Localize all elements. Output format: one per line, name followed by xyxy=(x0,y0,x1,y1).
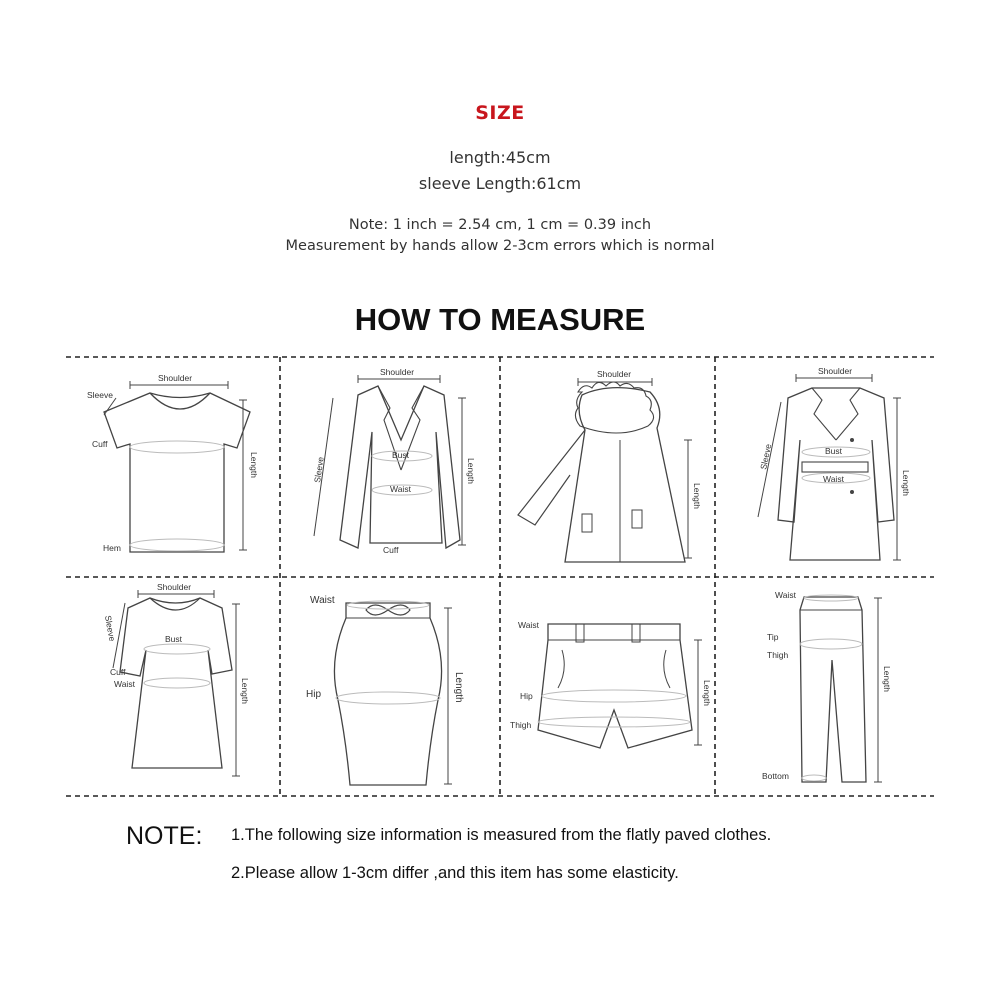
tshirt-sleeve-label: Sleeve xyxy=(87,390,113,400)
skirt-waist-label: Waist xyxy=(310,595,335,606)
length-spec: length:45cm xyxy=(449,148,551,167)
tshirt-length-label: Length xyxy=(249,452,259,478)
pants-tip-label: Tip xyxy=(767,632,779,642)
pants-thigh-label: Thigh xyxy=(767,650,789,660)
sleeve-length-spec: sleeve Length:61cm xyxy=(418,174,582,193)
pants-diagram xyxy=(762,590,892,782)
cape-shoulder-label: Shoulder xyxy=(597,369,632,379)
shorts-length-label: Length xyxy=(702,680,712,706)
pants-length-label: Length xyxy=(882,666,892,692)
blazer-shoulder-label: Shoulder xyxy=(380,367,415,377)
dress-shoulder-label: Shoulder xyxy=(157,582,192,592)
blazer-cuff-label: Cuff xyxy=(383,545,399,555)
dress-bust-label: Bust xyxy=(165,634,183,644)
dress-diagram xyxy=(103,582,250,776)
how-to-measure-heading: HOW TO MEASURE xyxy=(354,302,646,337)
dress-length-label: Length xyxy=(240,678,250,704)
tshirt-cuff-label: Cuff xyxy=(92,439,108,449)
note-heading: NOTE: xyxy=(126,822,203,850)
tshirt-hem-label: Hem xyxy=(103,543,121,553)
note-item-2: 2.Please allow 1-3cm differ ,and this item has some elasticity. xyxy=(231,864,679,882)
note-item-1: 1.The following size information is measured from the flatly paved clothes. xyxy=(231,826,772,844)
size-heading: SIZE xyxy=(475,102,525,124)
pants-bottom-label: Bottom xyxy=(762,771,789,781)
coat-length-label: Length xyxy=(901,470,911,496)
coat-bust-label: Bust xyxy=(825,446,843,456)
coat-diagram xyxy=(758,366,911,560)
grid-lines xyxy=(66,357,934,796)
conversion-note: Note: 1 inch = 2.54 cm, 1 cm = 0.39 inch xyxy=(348,217,652,233)
shorts-diagram xyxy=(510,620,712,748)
blazer-diagram xyxy=(312,367,476,555)
coat-sleeve-label: Sleeve xyxy=(758,442,774,471)
coat-shoulder-label: Shoulder xyxy=(818,366,853,376)
dress-sleeve-label: Sleeve xyxy=(103,614,118,642)
cape-diagram xyxy=(518,369,702,562)
shorts-waist-label: Waist xyxy=(518,620,539,630)
skirt-diagram xyxy=(306,595,464,785)
blazer-bust-label: Bust xyxy=(392,450,410,460)
error-note: Measurement by hands allow 2-3cm errors which is normal xyxy=(285,238,715,254)
skirt-length-label: Length xyxy=(453,672,464,703)
coat-waist-label: Waist xyxy=(823,474,844,484)
blazer-length-label: Length xyxy=(466,458,476,484)
dress-cuff-label: Cuff xyxy=(110,667,126,677)
tshirt-shoulder-label: Shoulder xyxy=(158,373,193,383)
shorts-thigh-label: Thigh xyxy=(510,720,532,730)
pants-waist-label: Waist xyxy=(775,590,796,600)
dress-waist-label: Waist xyxy=(114,679,135,689)
skirt-hip-label: Hip xyxy=(306,689,322,700)
shorts-hip-label: Hip xyxy=(520,691,533,701)
blazer-sleeve-label: Sleeve xyxy=(312,456,326,484)
tshirt-diagram xyxy=(87,373,259,553)
blazer-waist-label: Waist xyxy=(390,484,411,494)
cape-length-label: Length xyxy=(692,483,702,509)
